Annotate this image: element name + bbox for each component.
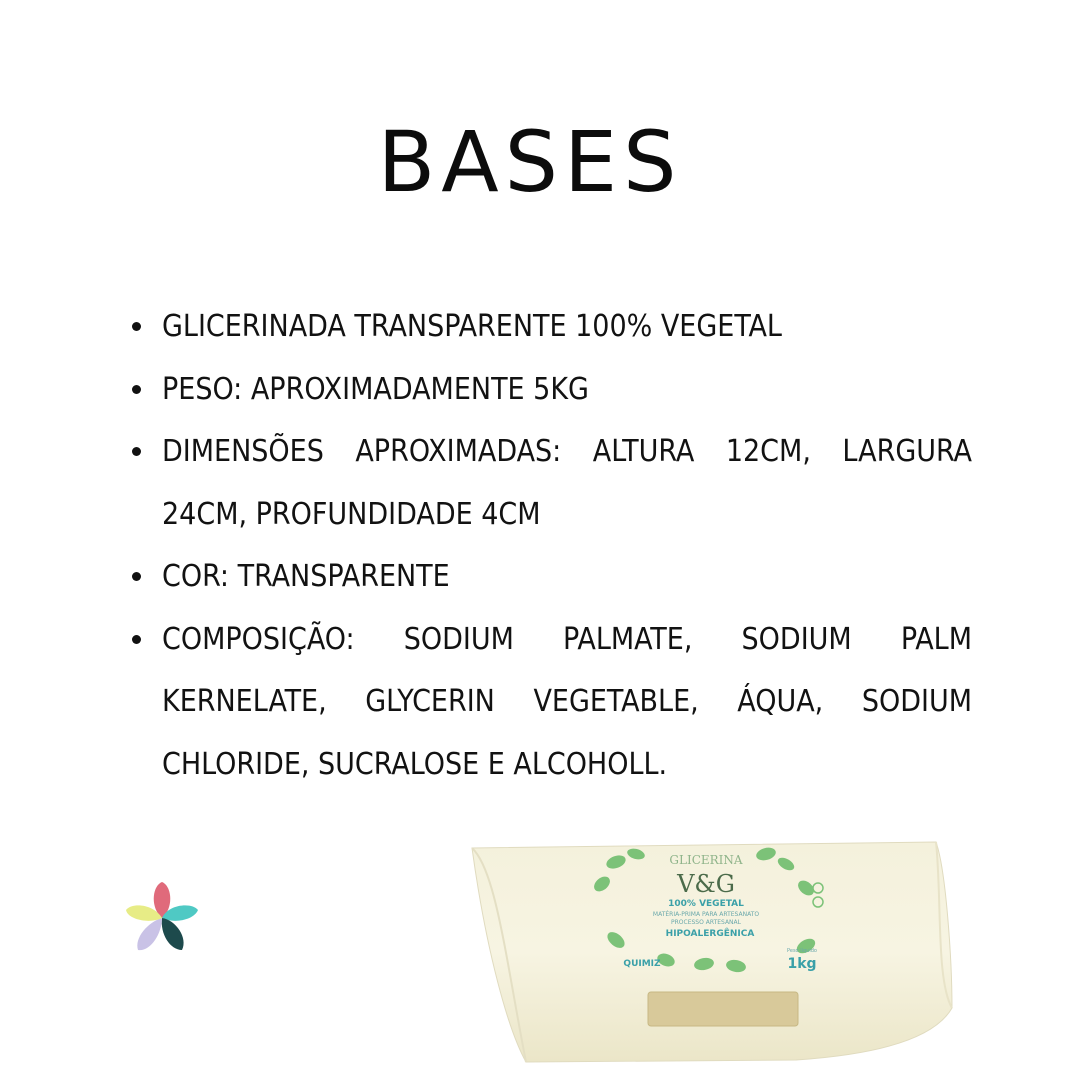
product-package-image	[466, 840, 966, 1070]
bullet-icon	[132, 385, 141, 394]
feature-text: COMPOSIÇÃO: SODIUM PALMATE, SODIUM PALM KERNELATE, GLYCERIN VEGETABLE, ÁQUA, SODIUM CHLORIDE, SUCRALOSE E ALCOHOLL.	[162, 621, 972, 782]
page-title: BASES	[377, 113, 683, 211]
feature-text: COR: TRANSPARENTE	[162, 559, 450, 594]
package-label-company: QUIMIZ	[623, 959, 661, 969]
package-label-vegetal: 100% VEGETAL	[668, 899, 744, 909]
package-label-hipo: HIPOALERGÊNICA	[665, 929, 755, 939]
feature-item-cor	[162, 546, 972, 609]
bullet-icon	[132, 572, 141, 581]
flower-icon	[122, 880, 202, 956]
feature-list	[162, 296, 972, 796]
feature-text: GLICERINADA TRANSPARENTE 100% VEGETAL	[162, 309, 782, 344]
package-label-brand: V&G	[677, 870, 735, 898]
flower-petal-lavender	[137, 918, 162, 950]
feature-item-dimensoes	[162, 421, 972, 546]
package-label-line1: MATÉRIA-PRIMA PARA ARTESANATO	[652, 911, 760, 918]
package-label-net: Peso líquido	[787, 948, 817, 954]
package-window	[648, 992, 798, 1026]
bullet-icon	[132, 447, 141, 456]
package-label-weight: 1kg	[787, 956, 817, 972]
feature-text: PESO: APROXIMADAMENTE 5KG	[162, 371, 589, 407]
bullet-icon	[132, 322, 141, 331]
package-label-line2: PROCESSO ARTESANAL	[671, 919, 741, 926]
bullet-icon	[132, 635, 141, 644]
feature-item-composicao	[162, 609, 972, 797]
feature-text: DIMENSÕES APROXIMADAS: ALTURA 12CM, LARGURA 24CM, PROFUNDIDADE 4CM	[162, 434, 972, 532]
package-label-title: GLICERINA	[669, 853, 743, 867]
feature-item-peso	[162, 359, 972, 422]
feature-item-glicerinada	[162, 296, 972, 359]
flower-petal-dark-teal	[162, 918, 184, 950]
